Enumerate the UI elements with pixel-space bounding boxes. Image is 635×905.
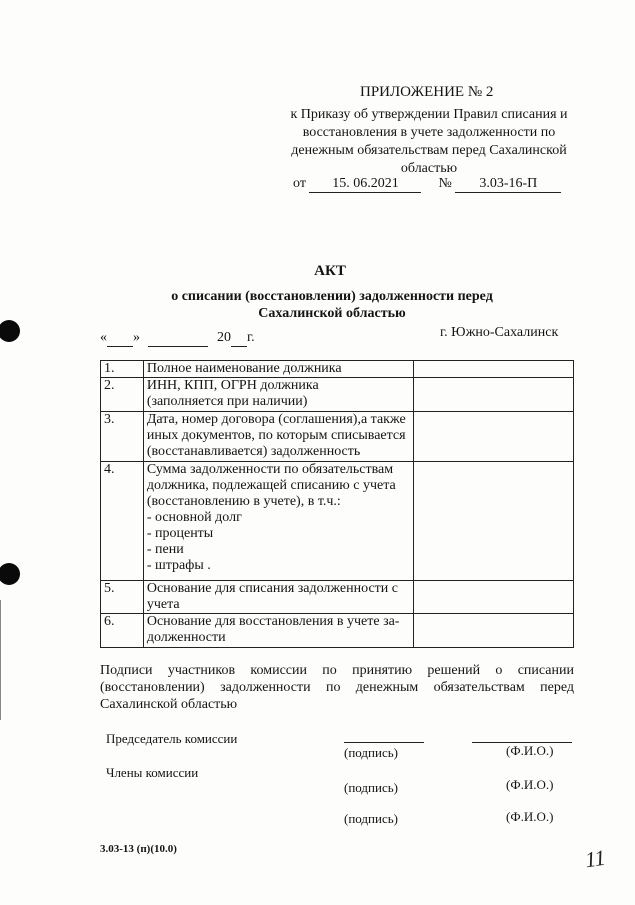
scan-edge-mark [0,600,1,720]
order-number: 3.03-16-П [455,176,561,193]
act-subtitle [160,288,504,322]
row-description [143,378,413,412]
description-line: - штрафы . [146,558,211,573]
punch-hole-bottom [0,563,20,585]
description-line: ИНН, КПП, ОГРН должника [146,378,319,393]
table-row [101,614,574,648]
name-caption: (Ф.И.О.) [506,777,554,792]
table-row [101,412,574,462]
row-number: 1. [101,361,144,378]
row-value-cell [413,412,573,462]
table-row [101,581,574,614]
order-date-number [293,176,561,193]
handwritten-page-number: 11 [583,844,607,873]
subtitle-line: Сахалинской областью [258,306,406,321]
punch-hole-top [0,320,20,342]
table-row [101,378,574,412]
members-label: Члены комиссии [106,765,199,780]
table-row [101,462,574,581]
signature-caption: (подпись) [344,745,398,760]
description-line: должника, подлежащей списанию с учета [146,478,396,493]
row-description [143,361,413,378]
row-value-cell [413,361,573,378]
year-prefix: 20 [217,330,231,345]
appendix-title: ПРИЛОЖЕНИЕ № 2 [360,84,494,100]
description-line: Сумма задолженности по обязательствам [146,462,394,477]
description-line: (восстановлению в учете), в т.ч.: [146,494,341,509]
description-line: (заполняется при наличии) [146,394,308,409]
row-description [143,581,413,614]
row-description [143,614,413,648]
act-title: АКТ [314,263,346,279]
act-city: г. Южно-Сахалинск [440,325,559,340]
description-line: долженности [146,630,226,645]
description-line: Дата, номер договора (соглашения),а также [146,412,406,427]
chairman-signature-line [344,742,424,743]
description-line: - пени [146,542,184,557]
name-caption: (Ф.И.О.) [506,743,554,758]
name-caption: (Ф.И.О.) [506,809,554,824]
form-code: 3.03-13 (п)(10.0) [100,843,177,855]
row-value-cell [413,614,573,648]
order-reference-text [280,106,578,178]
row-number: 5. [101,581,144,614]
description-line: Полное наименование должника [146,361,342,376]
subtitle-line: о списании (восстановлении) задолженности перед [171,289,493,304]
signature-caption: (подпись) [344,811,398,826]
row-number: 2. [101,378,144,412]
date-open-quote: « [100,330,107,345]
row-value-cell [413,462,573,581]
description-line: иных документов, по которым списывается [146,428,406,443]
table-row [101,361,574,378]
month-blank [148,330,208,347]
act-date-line [100,330,255,347]
order-line: областью [400,161,458,176]
order-line: денежным обязательствам перед Сахалинской [291,143,567,158]
order-date: 15. 06.2021 [309,176,421,193]
row-value-cell [413,581,573,614]
number-label: № [438,176,452,191]
row-description [143,462,413,581]
row-number: 3. [101,412,144,462]
debt-info-table [100,360,574,648]
order-line: восстановления в учете задолженности по [302,125,556,140]
description-line: учета [146,597,180,612]
order-line: к Приказу об утверждении Правил списания и [290,107,568,122]
year-blank [231,330,247,347]
row-value-cell [413,378,573,412]
signatures-intro: Подписи участников комиссии по принятию решений о списании (восстановлении) задолженности по денежным обязательствам перед Сахалинской областью [100,663,574,712]
year-suffix: г. [247,330,255,345]
row-description [143,412,413,462]
signature-caption: (подпись) [344,780,398,795]
date-close-quote: » [133,330,140,345]
description-line: - проценты [146,526,214,541]
description-line: (восстанавливается) задолженность [146,444,361,459]
from-label: от [293,176,306,191]
chairman-label: Председатель комиссии [106,731,238,746]
description-line: Основание для восстановления в учете за- [146,614,400,629]
description-line: - основной долг [146,510,242,525]
row-number: 6. [101,614,144,648]
description-line: Основание для списания задолженности с [146,581,398,596]
day-blank [107,330,133,347]
row-number: 4. [101,462,144,581]
